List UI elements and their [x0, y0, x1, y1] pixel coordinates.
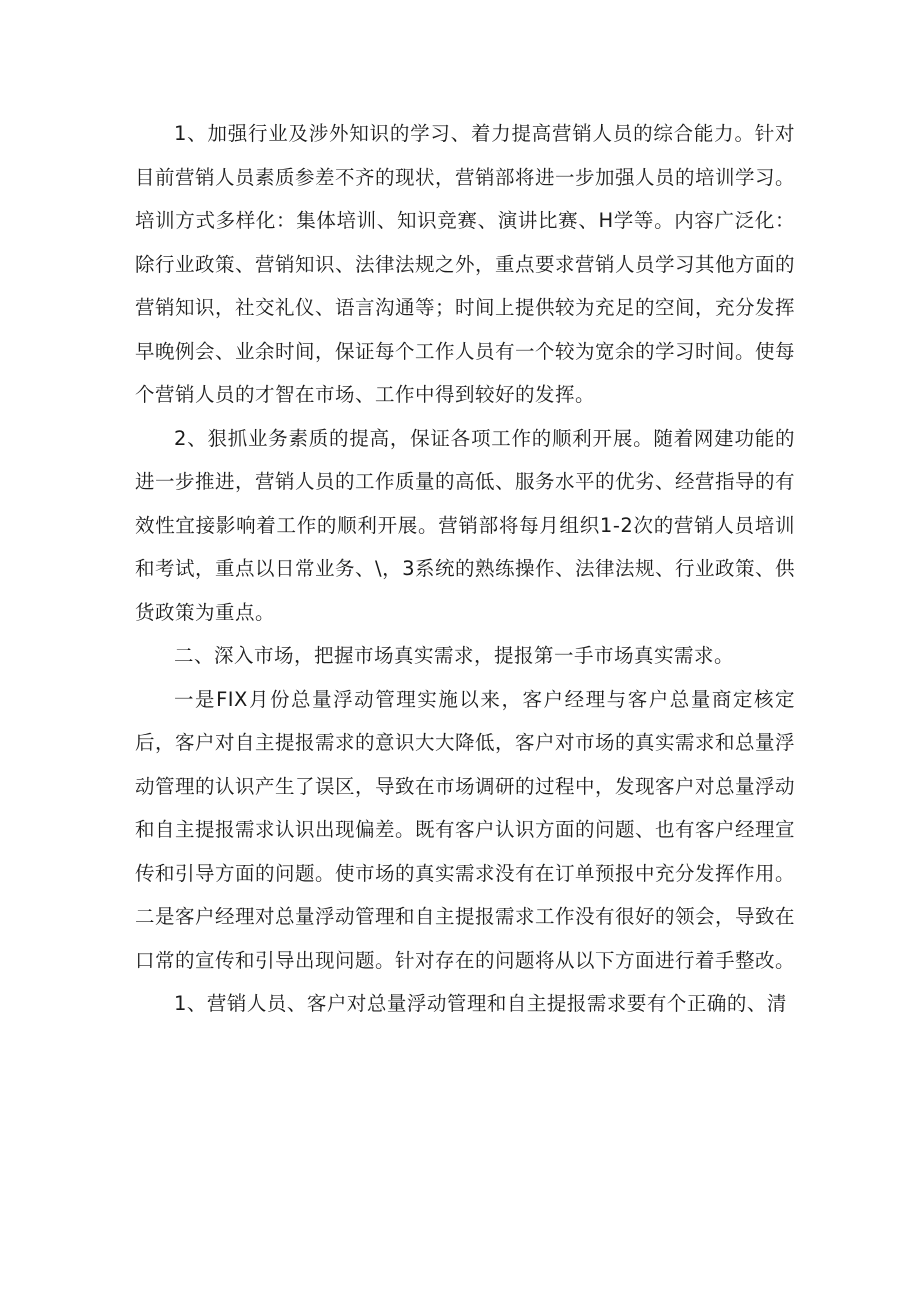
paragraph-training: 1、加强行业及涉外知识的学习、着力提高营销人员的综合能力。针对目前营销人员素质参差不齐的现状，营销部将进一步加强人员的培训学习。培训方式多样化：集体培训、知识竞赛、演讲比赛、H学等。内容广泛化：除行业政策、营销知识、法律法规之外，重点要求营销人员学习其他方面的营销知识，社交礼仪、语言沟通等；时间上提供较为充足的空间，充分发挥早晚例会、业余时间，保证每个工作人员有一个较为宽余的学习时间。使每个营销人员的才智在市场、工作中得到较好的发挥。: [135, 122, 796, 406]
paragraph-correct-understanding: 1、营销人员、客户对总量浮动管理和自主提报需求要有个正确的、清: [174, 992, 787, 1015]
paragraph-business-quality: 2、狠抓业务素质的提高，保证各项工作的顺利开展。随着网建功能的进一步推进，营销人员的工作质量的高低、服务水平的优劣、经营指导的有效性宜接影响着工作的顺利开展。营销部将每月组织1-2次的营销人员培训和考试，重点以日常业务、\，3系统的熟练操作、法律法规、行业政策、供货政策为重点。: [135, 426, 796, 624]
document-body: [135, 112, 795, 1026]
section-heading-market: 二、深入市场，把握市场真实需求，提报第一手市场真实需求。: [174, 644, 735, 667]
paragraph-market-issues: 一是FIX月份总量浮动管理实施以来，客户经理与客户总量商定核定后，客户对自主提报需求的意识大大降低，客户对市场的真实需求和总量浮动管理的认识产生了误区，导致在市场调研的过程中，发现客户对总量浮动和自主提报需求认识出现偏差。既有客户认识方面的问题、也有客户经理宣传和引导方面的问题。使市场的真实需求没有在订单预报中充分发挥作用。二是客户经理对总量浮动管理和自主提报需求工作没有很好的领会，导致在口常的宣传和引导出现问题。针对存在的问题将从以下方面进行着手整改。: [135, 687, 796, 972]
